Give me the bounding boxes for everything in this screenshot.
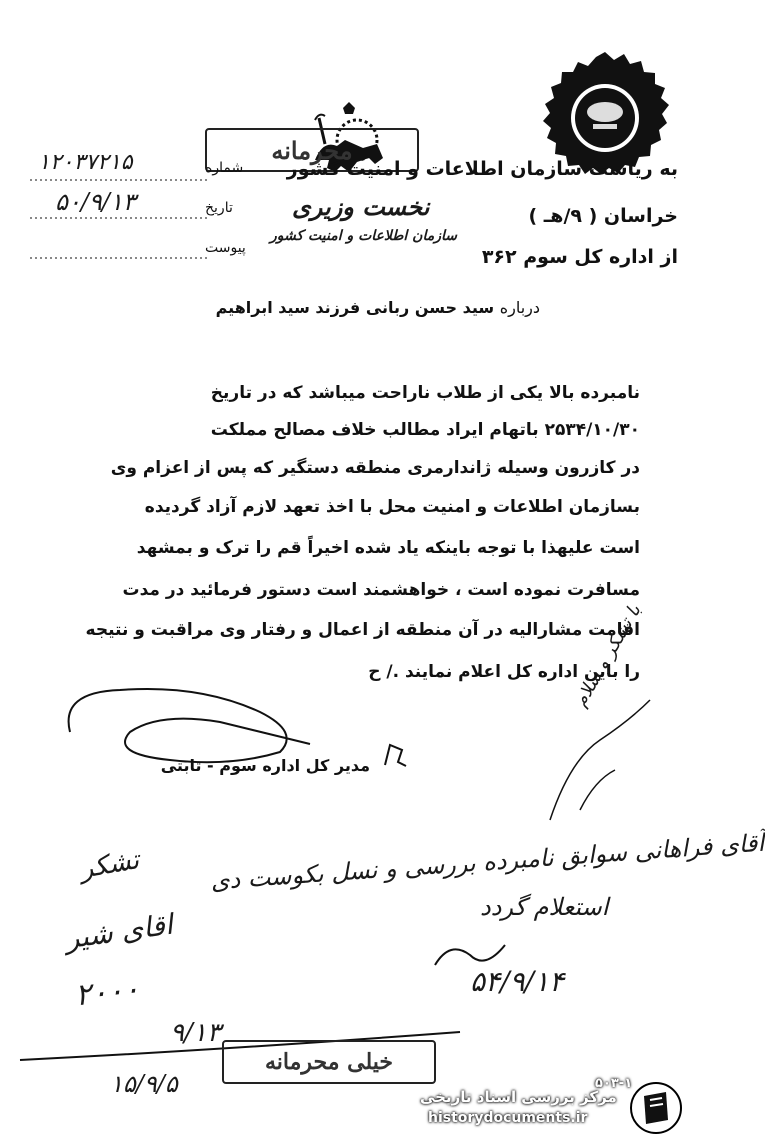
body-line-7: اقامت مشارالیه در آن منطقه از اعمال و رفتار وی مراقبت و نتیجه — [85, 620, 640, 640]
ministry-subtitle: سازمان اطلاعات و امنیت کشور — [270, 228, 457, 244]
left-note-1: تشکر — [77, 845, 142, 885]
body-line-4: بسازمان اطلاعات و امنیت محل با اخذ تعهد لازم آزاد گردیده — [144, 497, 640, 517]
province-line: خراسان ( ۹/هـ ) — [528, 205, 678, 227]
footer-org: مرکز بررسی اسناد تاریخی — [420, 1088, 617, 1106]
handwritten-signature-swirl — [430, 935, 510, 975]
number-value: ۱۲۰۳۷۲۱۵ — [38, 150, 133, 175]
body-line-8: را باین اداره کل اعلام نمایند ./ ح — [368, 662, 640, 682]
date-left-1: ۹/۱۳ — [170, 1018, 221, 1048]
date-value: ۵۰/۹/۱۳ — [55, 188, 136, 216]
footer-site: historydocuments.ir — [428, 1110, 588, 1126]
subject-label: درباره — [499, 298, 540, 317]
stamp-bottom-text: خیلی محرمانه — [264, 1049, 394, 1075]
subject-value: سید حسن ربانی فرزند سید ابراهیم — [215, 298, 495, 317]
date-left-2: ۱۵/۹/۵ — [110, 1070, 178, 1098]
body-line-6: مسافرت نموده است ، خواهشمند است دستور فرمائید در مدت — [122, 580, 640, 600]
date-label: تاریخ — [205, 200, 233, 216]
number-underline — [30, 178, 210, 182]
number-label: شماره — [205, 160, 244, 176]
confidential-stamp-bottom — [222, 1040, 436, 1084]
from-line: از اداره کل سوم ۳۶۲ — [481, 246, 678, 268]
body-line-2: ۲۵۳۴/۱۰/۳۰ باتهام ایراد مطالب خلاف مصالح مملکت — [210, 420, 640, 440]
archive-logo-icon — [628, 1080, 684, 1136]
ministry-title: نخست وزیری — [292, 192, 430, 221]
signature-line: مدیر کل اداره سوم - ثابتی — [160, 756, 370, 775]
signature-mark-ha — [380, 740, 410, 770]
handwritten-main-line-1: آقای فراهانی سوابق نامبرده بررسی و نسل بکوست دی — [209, 828, 765, 896]
body-line-5: است علیهذا با توجه باینکه یاد شده اخیراً قم را ترک و بمشهد — [136, 538, 640, 558]
footer-code: ۵۰۳-۱ — [595, 1076, 633, 1091]
margin-scribble — [540, 700, 660, 830]
handwritten-date-right: ۵۴/۹/۱۴ — [470, 965, 565, 998]
attachment-underline — [30, 256, 210, 260]
handwritten-main-line-2: استعلام گردد — [480, 893, 609, 921]
margin-note-rotated: با تشکر و سلام — [570, 601, 646, 711]
body-line-3: در کازرون وسیله ژاندارمری منطقه دستگیر که پس از اعزام وی — [110, 458, 640, 478]
left-note-2: اقای شیر — [63, 907, 175, 956]
subject-line — [140, 298, 540, 317]
attachment-label: پیوست — [205, 240, 246, 256]
stamp-top-text: محرمانه — [271, 135, 353, 165]
date-underline — [30, 216, 210, 220]
left-note-3: ۲۰۰۰ — [73, 971, 142, 1014]
body-line-1: نامبرده بالا یکی از طلاب ناراحت میباشد که در تاریخ — [210, 383, 640, 403]
recipient-line: به ریاست سازمان اطلاعات و امنیت کشور — [286, 158, 678, 180]
